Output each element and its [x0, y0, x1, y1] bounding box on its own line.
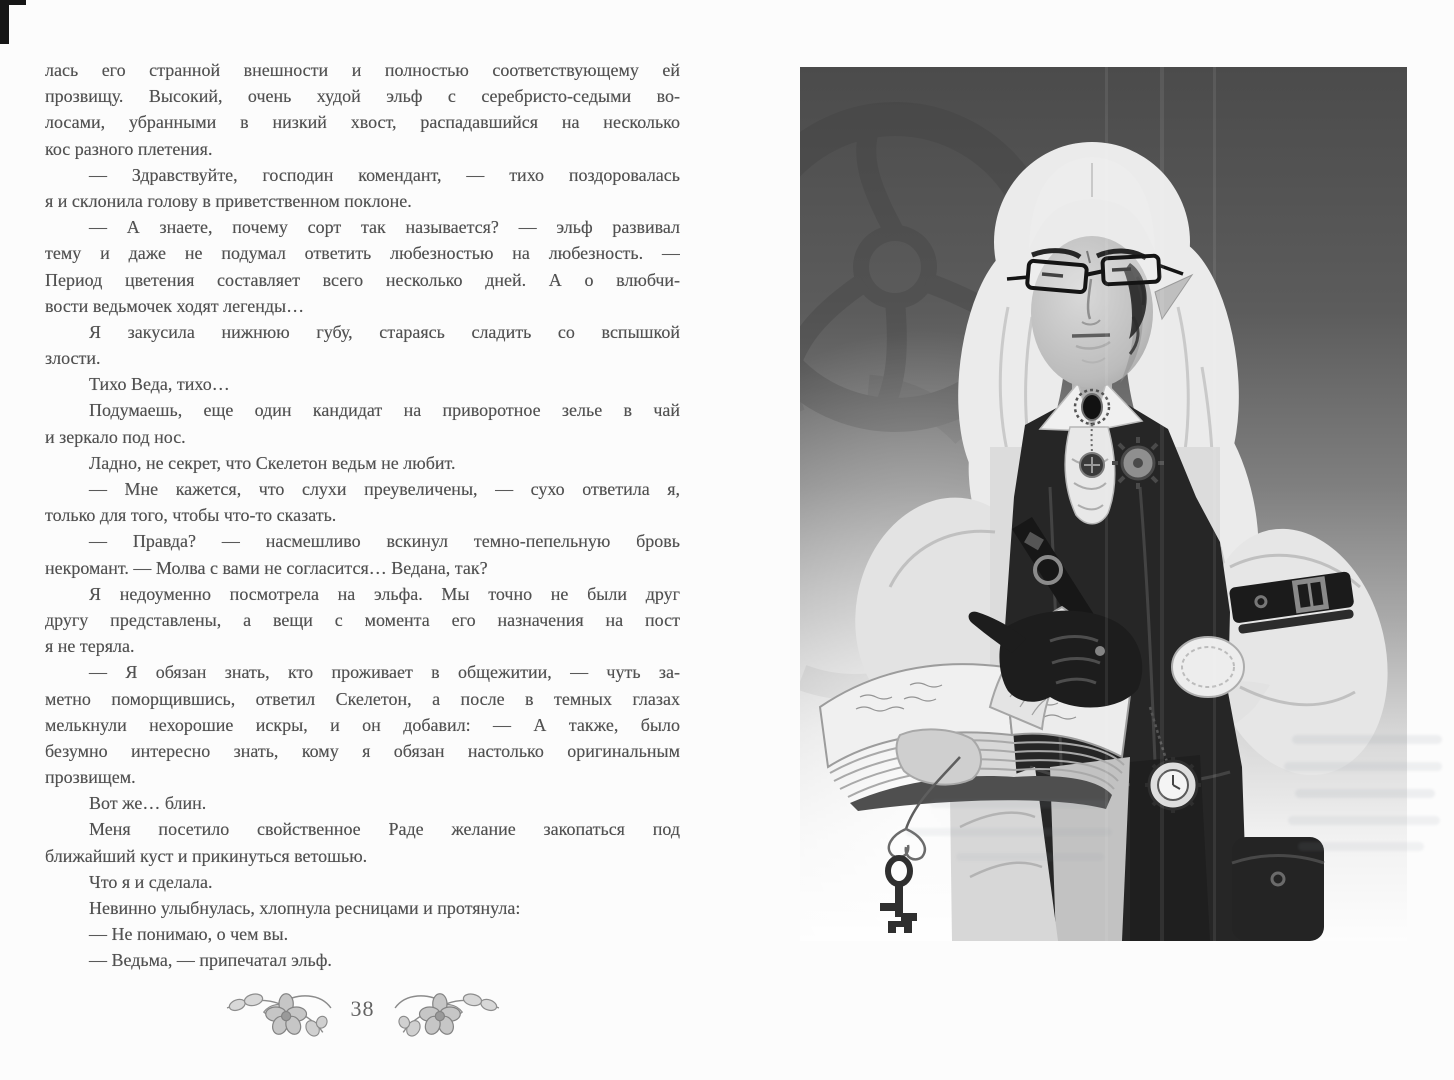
left-page-body-text — [45, 57, 680, 974]
text-line: Вот же… блин. — [89, 793, 207, 814]
text-line: я и склонила голову в приветственном поклоне. — [45, 190, 412, 211]
text-line: лась его странной внешности и полностью соответствующему ей — [45, 60, 680, 80]
pouch — [1232, 837, 1324, 941]
page-footer — [45, 974, 680, 1044]
text-line: вости ведьмочек ходят легенды… — [45, 295, 305, 316]
text-line: другу представлены, а вещи с момента его назначения на пост — [45, 609, 680, 630]
text-line: метно поморщившись, ответил Скелетон, а после в темных глазах — [45, 688, 680, 709]
text-line: прозвищем. — [45, 767, 136, 788]
floral-ornament-right-icon — [391, 977, 503, 1041]
text-line: — Мне кажется, что слухи преувеличены, — сухо ответила я, — [89, 479, 680, 499]
text-line: Невинно улыбнулась, хлопнула ресницами и протянула: — [89, 898, 521, 918]
text-line: Период цветения составляет всего несколько дней. А о влюбчи- — [45, 269, 680, 290]
text-line: — Здравствуйте, господин комендант, — тихо поздоровалась — [89, 164, 680, 185]
text-line: лосами, убранными в низкий хвост, распадавшийся на несколько — [45, 112, 680, 133]
mouth — [1072, 335, 1110, 336]
ring — [1095, 646, 1105, 656]
text-line: Я закусила нижнюю губу, стараясь сладить со вспышкой — [89, 321, 680, 342]
text-line: — Я обязан знать, кто проживает в общежитии, — чуть за- — [89, 662, 680, 683]
elf-portrait-illustration — [800, 67, 1407, 941]
text-line: — А знаете, почему сорт так называется? — эльф развивал — [89, 217, 680, 238]
text-line: Что я и сделала. — [89, 871, 213, 892]
text-line: — Ведьма, — припечатал эльф. — [89, 950, 332, 971]
text-line: злости. — [45, 348, 101, 369]
page-number: 38 — [350, 996, 375, 1021]
lace-cuff — [1172, 637, 1244, 697]
text-line: Тихо Веда, тихо… — [89, 374, 230, 395]
text-line: Ладно, не секрет, что Скелетон ведьм не любит. — [89, 452, 456, 473]
text-line: мелькнули нехорошие искры, и он добавил: — А также, было — [45, 714, 680, 735]
text-line: прозвищу. Высокий, очень худой эльф с серебристо-седыми во- — [45, 86, 680, 107]
text-line: только для того, чтобы что-то сказать. — [45, 505, 337, 526]
text-line: некромант. — Молва с вами не согласится… Ведана, так? — [45, 557, 488, 578]
text-line: — Правда? — насмешливо вскинул темно-пепельную бровь — [89, 531, 680, 552]
text-line: тему и даже не подумал ответить любезностью на любезность. — — [45, 243, 680, 264]
text-line: Я недоуменно посмотрела на эльфа. Мы точно не были друг — [89, 583, 680, 604]
text-line: и зеркало под нос. — [45, 426, 186, 447]
text-line: я не теряла. — [45, 636, 135, 657]
scan-corner-artifact — [0, 0, 9, 44]
text-line: кос разного плетения. — [45, 138, 213, 159]
text-line: Подумаешь, еще один кандидат на приворотное зелье в чай — [89, 400, 680, 421]
floral-ornament-left-icon — [223, 977, 335, 1041]
text-line: безумно интересно знать, кому я обязан настолько оригинальным — [45, 740, 680, 761]
text-line: Меня посетило свойственное Раде желание закопаться под — [89, 819, 680, 840]
text-line: ближайший куст и прикинуться ветошью. — [45, 845, 368, 866]
text-line: — Не понимаю, о чем вы. — [89, 924, 289, 945]
